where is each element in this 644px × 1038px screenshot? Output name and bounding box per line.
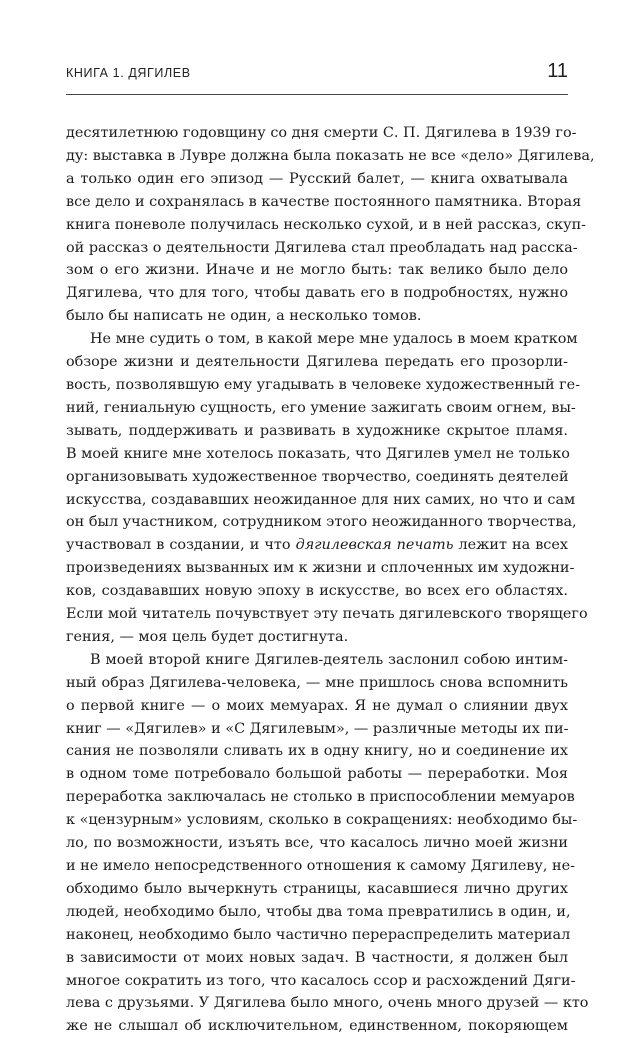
text-line-with-italic	[66, 534, 568, 557]
text-line: лева с друзьями. У Дягилева было много, очень много друзей — кто	[66, 995, 589, 1012]
header-rule	[66, 94, 568, 95]
text-line: зывать, поддерживать и развивать в художнике скрытое пламя.	[66, 422, 568, 439]
text-line: зом о его жизни. Иначе и не могло быть: так велико было дело	[66, 262, 568, 279]
text-line: сания не позволяли сливать их в одну книгу, но и соединение их	[66, 743, 568, 760]
text-line: обзоре жизни и деятельности Дягилева передать его прозорли-	[66, 354, 568, 371]
text-line: Не мне судить о том, в какой мере мне удалось в моем кратком	[90, 331, 578, 348]
running-title: КНИГА 1. ДЯГИЛЕВ	[66, 66, 191, 80]
text-line: же не слышал об исключительном, единственном, покоряющем	[66, 1018, 568, 1035]
text-line: ой рассказ о деятельности Дягилева стал преобладать над расска-	[66, 239, 578, 256]
text-line: было бы написать не один, а несколько томов.	[66, 308, 422, 325]
body-text	[66, 122, 595, 1038]
text-line: ло, по возможности, изъять все, что касалось лично моей жизни	[66, 835, 568, 852]
page-number: 11	[547, 60, 568, 82]
text-line: книга поневоле получилась несколько сухой, и в ней рассказ, скуп-	[66, 216, 587, 233]
text-line: переработка заключалась не столько в приспособлении мемуаров	[66, 789, 575, 806]
text-line: многое сократить из того, что касалось ссор и расхождений Дяги-	[66, 972, 576, 989]
text-line: людей, необходимо было, чтобы два тома превратились в один, и,	[66, 903, 571, 920]
text-line: вость, позволявшую ему угадывать в человеке художественный ге-	[66, 376, 581, 393]
text-line: ков, создававших новую эпоху в искусстве, во всех его областях.	[66, 583, 568, 600]
text-line: к «цензурным» условиям, сколько в сокращениях: необходимо бы-	[66, 812, 578, 829]
text-line: искусства, создававших неожиданное для них самих, но что и сам	[66, 491, 576, 508]
text-line: Дягилева, что для того, чтобы давать его в подробностях, нужно	[66, 285, 568, 302]
paragraph-3	[66, 649, 589, 1038]
text-line: ду: выставка в Лувре должна была показать не все «дело» Дягилева,	[66, 147, 595, 164]
text-line: десятилетнюю годовщину со дня смерти С. П. Дягилева в 1939 го-	[66, 125, 577, 141]
paragraph-2	[66, 328, 588, 649]
text-line: В моей книге мне хотелось показать, что Дягилев умел не только	[66, 445, 570, 462]
text-line: ный образ Дягилева-человека, — мне пришлось снова вспомнить	[66, 674, 568, 691]
text-line: гения, — моя цель будет достигнута.	[66, 628, 349, 645]
text-line: в одном томе потребовало большой работы — переработки. Моя	[66, 766, 568, 783]
italic-phrase: дягилевская печать	[295, 537, 454, 554]
text-line: все дело и сохранялась в качестве постоянного памятника. Вторая	[66, 193, 582, 210]
text-line: книг — «Дягилев» и «С Дягилевым», — различные методы их пи-	[66, 720, 569, 737]
text-line: Если мой читатель почувствует эту печать дягилевского творящего	[66, 606, 588, 623]
text-line: В моей второй книге Дягилев-деятель заслонил собою интим-	[90, 651, 568, 668]
text-line: а только один его эпизод — Русский балет, — книга охватывала	[66, 170, 568, 187]
text-line: о первой книге — о моих мемуарах. Я не думал о слиянии двух	[66, 697, 568, 714]
text-line: ний, гениальную сущность, его умение зажигать своим огнем, вы-	[66, 399, 576, 416]
running-header	[66, 62, 568, 88]
text-line: произведениях вызванных им к жизни и сплоченных им художни-	[66, 560, 575, 577]
text-run: лежит на всех	[453, 537, 568, 554]
text-line: организовывать художественное творчество, соединять деятелей	[66, 468, 569, 485]
text-run: участвовал в создании, и что	[66, 537, 296, 554]
text-line: в зависимости от моих новых задач. В частности, я должен был	[66, 949, 568, 966]
paragraph-1	[66, 122, 595, 328]
text-line: обходимо было вычеркнуть страницы, касавшиеся лично других	[66, 880, 568, 897]
text-line: наконец, необходимо было частично перераспределить материал	[66, 926, 571, 943]
text-line: он был участником, сотрудником этого неожиданного творчества,	[66, 514, 577, 531]
text-line: и не имело непосредственного отношения к самому Дягилеву, не-	[66, 858, 575, 874]
